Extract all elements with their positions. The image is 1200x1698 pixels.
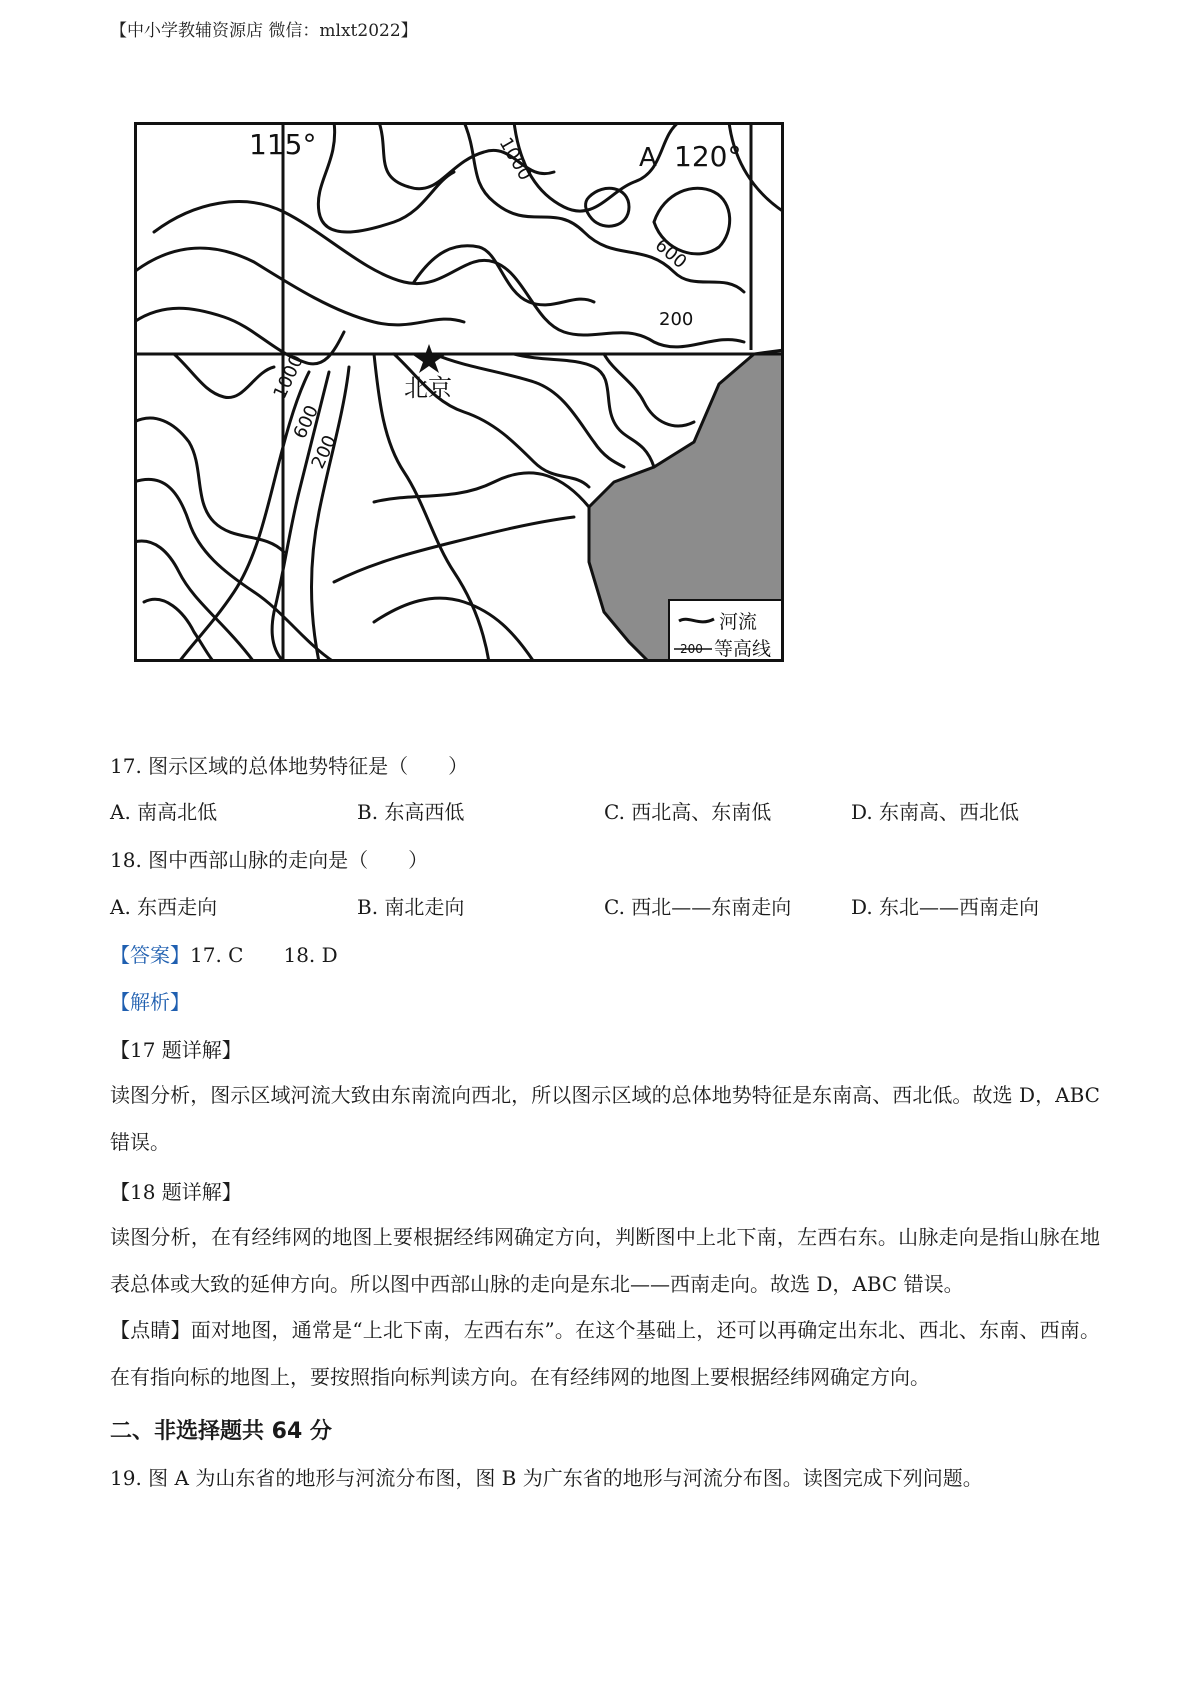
map-legend (669, 600, 782, 660)
q17-option-d: D. 东南高、西北低 (851, 800, 1020, 824)
header-note: 【中小学教辅资源店 微信：mlxt2022】 (110, 21, 418, 41)
tip-tag: 【点睛】 (110, 1318, 191, 1342)
legend-contour-value: 200 (680, 642, 703, 656)
q17-detail-body: 读图分析，图示区域河流大致由东南流向西北，所以图示区域的总体地势特征是东南高、西北低。故选 D，ABC 错误。 (110, 1083, 1100, 1154)
q18-option-d: D. 东北——西南走向 (851, 895, 1040, 919)
legend-river-label: 河流 (719, 611, 758, 633)
answer-tag: 【答案】 (110, 943, 190, 967)
region-label: A (639, 143, 657, 173)
q17-option-a: A. 南高北低 (110, 800, 218, 824)
q17-stem: 17. 图示区域的总体地势特征是（ ） (110, 754, 469, 778)
q18-detail-title: 【18 题详解】 (110, 1180, 242, 1204)
q18-option-b: B. 南北走向 (357, 895, 465, 919)
legend-contour-label: 等高线 (714, 638, 772, 660)
q18-option-c: C. 西北——东南走向 (604, 895, 792, 919)
contour-label-200-west: 200 (307, 432, 342, 473)
analysis-tag: 【解析】 (110, 990, 190, 1014)
city-label-beijing: 北京 (404, 374, 452, 402)
contour-label-600-west: 600 (289, 402, 324, 443)
q17-detail-title: 【17 题详解】 (110, 1038, 242, 1062)
section-2-heading: 二、非选择题共 64 分 (110, 1419, 332, 1444)
tip-body: 面对地图，通常是“上北下南，左西右东”。在这个基础上，还可以再确定出东北、西北、东南、西南。在有指向标的地图上，要按照指向标判读方向。在有经纬网的地图上要根据经纬网确定方向。 (110, 1318, 1100, 1389)
q17-option-b: B. 东高西低 (357, 800, 465, 824)
q18-option-a: A. 东西走向 (110, 895, 218, 919)
longitude-label-right: 120° (674, 140, 742, 173)
answer-line (110, 941, 338, 969)
contour-label-1000-west: 1000 (269, 351, 308, 403)
contour-label-200-east: 200 (659, 309, 694, 330)
tip-paragraph (110, 1307, 1100, 1401)
q17-option-c: C. 西北高、东南低 (604, 800, 772, 824)
q18-detail-body: 读图分析，在有经纬网的地图上要根据经纬网确定方向，判断图中上北下南，左西右东。山脉走向是指山脉在地表总体或大致的延伸方向。所以图中西部山脉的走向是东北——西南走向。故选 D，ABC 错误。 (110, 1225, 1100, 1296)
longitude-label-left: 115° (249, 128, 317, 161)
contour-label-1000-east: 1000 (494, 134, 536, 185)
topographic-map (134, 122, 784, 662)
contour-label-600-east: 600 (650, 234, 691, 273)
answer-text: 17. C 18. D (190, 943, 338, 967)
q19-stem: 19. 图 A 为山东省的地形与河流分布图，图 B 为广东省的地形与河流分布图。读图完成下列问题。 (110, 1466, 983, 1490)
q18-stem: 18. 图中西部山脉的走向是（ ） (110, 848, 429, 872)
